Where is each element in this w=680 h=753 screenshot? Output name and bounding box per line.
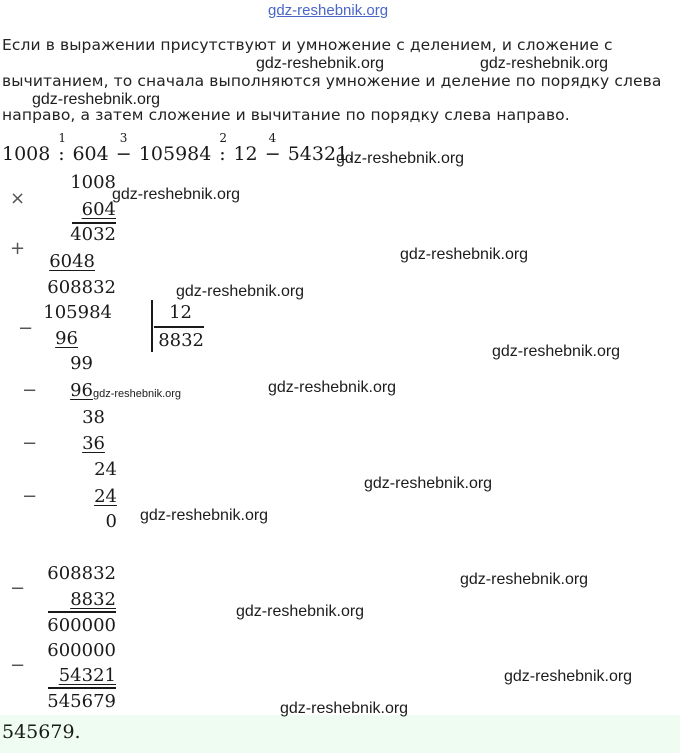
division-remainder-3: 24 (94, 459, 117, 480)
watermark: gdz-reshebnik.org (492, 343, 621, 360)
expr-number-5: 54321. (287, 143, 355, 165)
expr-number-1: 1008 (2, 143, 51, 165)
subtraction-underline-1 (48, 611, 116, 613)
final-answer: 545679. (2, 721, 81, 743)
division-minus-sign: − (18, 318, 34, 339)
watermark: gdz-reshebnik.org (480, 55, 609, 72)
expr-op-2: 3 − (115, 131, 132, 165)
watermark: gdz-reshebnik.org (504, 668, 633, 685)
multiply-sign: × (10, 188, 26, 209)
watermark: gdz-reshebnik.org (176, 283, 305, 300)
product-underline (72, 222, 116, 224)
multiplier: 604 (81, 199, 116, 220)
expr-number-4: 12 (233, 143, 258, 165)
expr-op-4: 4 − (264, 131, 281, 165)
watermark: gdz-reshebnik.org (336, 150, 465, 167)
division-minus-sign: − (22, 486, 38, 507)
expr-op-3: 2 : (219, 131, 228, 165)
step-number-1: 1 (58, 131, 67, 145)
division-subtract-2: 96 (70, 380, 93, 401)
minuend-2: 600000 (47, 640, 116, 661)
step-number-2: 2 (219, 131, 228, 145)
division-remainder-4: 0 (105, 511, 117, 532)
division-subtract-1: 96 (55, 328, 78, 349)
expr-number-3: 105984 (138, 143, 212, 165)
division-subtract-4: 24 (94, 486, 117, 507)
subtract-sign-1: − (10, 578, 26, 599)
subtraction-underline-2 (48, 687, 116, 689)
division-minus-sign: − (22, 433, 38, 454)
step-number-4: 4 (268, 131, 277, 145)
expr-op-1: 1 : (58, 131, 67, 165)
watermark: gdz-reshebnik.org (364, 475, 493, 492)
multiplicand: 1008 (70, 172, 116, 193)
watermark: gdz-reshebnik.org (460, 571, 589, 588)
rule-text-line-3: направо, а затем сложение и вычитание по порядку слева направо. (2, 106, 570, 124)
difference-2: 545679 (47, 691, 116, 712)
division-minus-sign: − (22, 380, 38, 401)
division-subtract-3: 36 (82, 433, 105, 454)
watermark: gdz-reshebnik.org (280, 700, 409, 717)
product: 608832 (47, 277, 116, 298)
expression (2, 131, 355, 165)
subtrahend-2: 54321 (58, 665, 116, 686)
watermark-top-link[interactable]: gdz-reshebnik.org (268, 2, 389, 19)
quotient: 8832 (158, 330, 204, 351)
division-bar-horizontal (154, 326, 204, 328)
watermark: gdz-reshebnik.org (400, 246, 529, 263)
division-bar-vertical (151, 300, 153, 352)
watermark: gdz-reshebnik.org (268, 379, 397, 396)
watermark: gdz-reshebnik.org (236, 603, 365, 620)
divisor: 12 (169, 302, 192, 323)
subtract-sign-2: − (10, 655, 26, 676)
division-remainder-1: 99 (70, 353, 93, 374)
rule-text-line-2: вычитанием, то сначала выполняются умножение и деление по порядку слева (2, 72, 662, 90)
division-remainder-2: 38 (82, 407, 105, 428)
rule-text-line-1: Если в выражении присутствуют и умножение с делением, и сложение с (2, 36, 613, 54)
plus-sign: + (10, 238, 26, 259)
watermark: gdz-reshebnik.org (32, 91, 161, 108)
watermark: gdz-reshebnik.org (140, 507, 269, 524)
step-number-3: 3 (119, 131, 128, 145)
watermark: gdz-reshebnik.org (93, 388, 182, 400)
difference-1: 600000 (47, 615, 116, 636)
partial-product-1: 4032 (70, 224, 116, 245)
expr-number-2: 604 (72, 143, 109, 165)
minuend-1: 608832 (47, 563, 116, 584)
subtrahend-1: 8832 (70, 589, 116, 610)
answer-bar (0, 715, 680, 753)
partial-product-2: 6048 (49, 251, 95, 272)
dividend: 105984 (43, 302, 112, 323)
watermark: gdz-reshebnik.org (256, 55, 385, 72)
watermark: gdz-reshebnik.org (112, 186, 241, 203)
